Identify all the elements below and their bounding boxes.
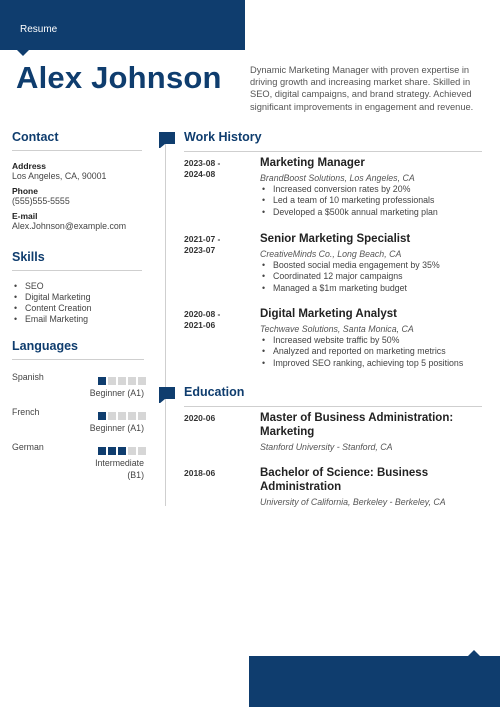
email-value: Alex.Johnson@example.com bbox=[12, 221, 127, 231]
education-icon bbox=[159, 387, 175, 403]
contact-heading: Contact bbox=[12, 130, 142, 151]
company: BrandBoost Solutions, Los Angeles, CA bbox=[260, 173, 415, 183]
skill-item: • Digital Marketing bbox=[12, 292, 142, 303]
language-rating bbox=[98, 377, 146, 385]
work-date: 2023-08 - 2024-08 bbox=[184, 158, 221, 179]
rating-square-empty bbox=[108, 412, 116, 420]
work-bullet: • Analyzed and reported on marketing metrics bbox=[260, 346, 486, 357]
work-bullet: • Managed a $1m marketing budget bbox=[260, 283, 486, 294]
phone-value: (555)555-5555 bbox=[12, 196, 70, 206]
summary-text: Dynamic Marketing Manager with proven expertise in driving growth and increasing market share. Skilled in SEO, digital campaigns, and brand strategy. Achieved significant improvements in engagement and revenue. bbox=[250, 65, 474, 112]
rating-square-empty bbox=[138, 412, 146, 420]
rating-square-empty bbox=[128, 377, 136, 385]
language-level: Intermediate (B1) bbox=[95, 458, 144, 480]
language-row bbox=[12, 372, 144, 407]
work-bullet: • Boosted social media engagement by 35% bbox=[260, 260, 486, 271]
rating-square-empty bbox=[138, 377, 146, 385]
languages-list bbox=[12, 372, 144, 480]
language-rating bbox=[98, 412, 146, 420]
header-bar bbox=[0, 0, 245, 50]
school: University of California, Berkeley - Berkeley, CA bbox=[260, 497, 446, 507]
contact-section bbox=[12, 130, 142, 236]
job-title: Digital Marketing Analyst bbox=[260, 308, 397, 320]
language-level: Beginner (A1) bbox=[89, 423, 144, 433]
education-date: 2020-06 bbox=[184, 413, 216, 423]
language-row bbox=[12, 442, 144, 480]
language-name: Spanish bbox=[12, 372, 44, 382]
job-title: Senior Marketing Specialist bbox=[260, 233, 411, 245]
skill-item: • Content Creation bbox=[12, 303, 142, 314]
footer-bar bbox=[249, 656, 500, 707]
work-history-heading: Work History bbox=[184, 130, 482, 152]
column-divider bbox=[165, 140, 166, 506]
skill-item: • SEO bbox=[12, 281, 142, 292]
school: Stanford University - Stanford, CA bbox=[260, 442, 393, 452]
degree-title: Master of Business Administration: Marketing bbox=[260, 412, 454, 438]
rating-square-filled bbox=[98, 412, 106, 420]
skills-list bbox=[12, 281, 142, 325]
skill-item: • Email Marketing bbox=[12, 314, 142, 325]
address-label: Address bbox=[12, 161, 47, 171]
work-bullet: • Led a team of 10 marketing professionals bbox=[260, 195, 486, 206]
work-history-icon bbox=[159, 132, 175, 148]
education-heading: Education bbox=[184, 385, 482, 407]
work-bullet: • Developed a $500k annual marketing plan bbox=[260, 207, 486, 218]
address-value: Los Angeles, CA, 90001 bbox=[12, 171, 107, 181]
languages-heading: Languages bbox=[12, 339, 144, 360]
rating-square-filled bbox=[108, 447, 116, 455]
work-date: 2021-07 - 2023-07 bbox=[184, 234, 221, 255]
rating-square-empty bbox=[118, 412, 126, 420]
candidate-name: Alex Johnson bbox=[16, 60, 222, 95]
rating-square-filled bbox=[98, 447, 106, 455]
language-name: German bbox=[12, 442, 44, 452]
skills-section bbox=[12, 250, 142, 325]
resume-tag: Resume bbox=[20, 24, 58, 35]
phone-label: Phone bbox=[12, 186, 38, 196]
work-date: 2020-08 - 2021-06 bbox=[184, 309, 221, 330]
languages-section bbox=[12, 339, 144, 480]
rating-square-empty bbox=[138, 447, 146, 455]
rating-square-empty bbox=[128, 447, 136, 455]
rating-square-empty bbox=[118, 377, 126, 385]
rating-square-empty bbox=[128, 412, 136, 420]
rating-square-filled bbox=[118, 447, 126, 455]
work-bullet: • Increased conversion rates by 20% bbox=[260, 184, 486, 195]
header-notch bbox=[17, 50, 29, 56]
skills-heading: Skills bbox=[12, 250, 142, 271]
email-label: E-mail bbox=[12, 211, 38, 221]
work-bullet: • Improved SEO ranking, achieving top 5 positions bbox=[260, 358, 486, 369]
company: CreativeMinds Co., Long Beach, CA bbox=[260, 249, 402, 259]
company: Techwave Solutions, Santa Monica, CA bbox=[260, 324, 414, 334]
job-title: Marketing Manager bbox=[260, 157, 365, 169]
language-level: Beginner (A1) bbox=[89, 388, 144, 398]
work-bullet: • Increased website traffic by 50% bbox=[260, 335, 486, 346]
language-row bbox=[12, 407, 144, 442]
education-date: 2018-06 bbox=[184, 468, 216, 478]
work-bullet: • Coordinated 12 major campaigns bbox=[260, 271, 486, 282]
language-name: French bbox=[12, 407, 40, 417]
rating-square-filled bbox=[98, 377, 106, 385]
rating-square-empty bbox=[108, 377, 116, 385]
language-rating bbox=[98, 447, 146, 455]
degree-title: Bachelor of Science: Business Administration bbox=[260, 467, 429, 493]
